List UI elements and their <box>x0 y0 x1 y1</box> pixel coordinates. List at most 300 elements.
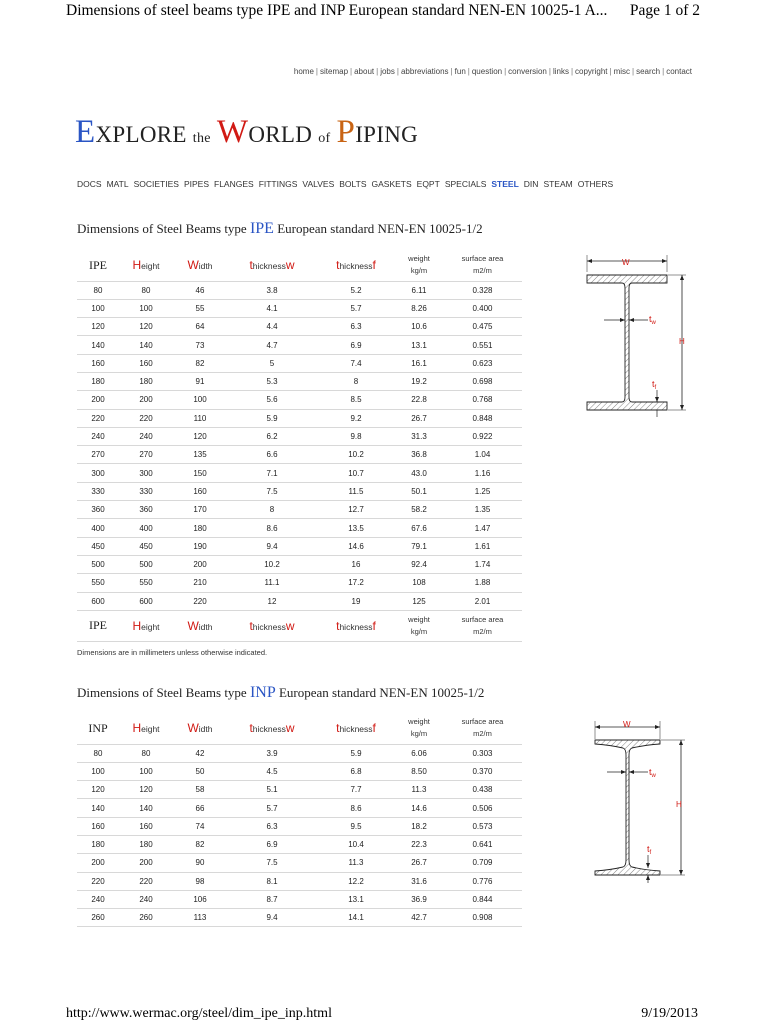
cell-surface-area: 0.400 <box>443 299 522 317</box>
cell-web-thickness: 5.7 <box>227 799 317 817</box>
cell-width: 82 <box>173 835 227 853</box>
ipe-section-title <box>77 220 483 238</box>
cell-surface-area: 0.370 <box>443 762 522 780</box>
cell-height: 200 <box>119 391 173 409</box>
cell-surface-area: 0.848 <box>443 409 522 427</box>
table-row <box>77 372 522 390</box>
cell-type: 300 <box>77 464 119 482</box>
table-row <box>77 446 522 464</box>
table-row <box>77 762 522 780</box>
table-row <box>77 574 522 592</box>
cell-height: 400 <box>119 519 173 537</box>
cell-web-thickness: 8.1 <box>227 872 317 890</box>
cell-flange-thickness: 11.5 <box>317 482 395 500</box>
cell-height: 120 <box>119 781 173 799</box>
top-nav <box>294 67 692 76</box>
cell-type: 100 <box>77 762 119 780</box>
category-link-eqpt[interactable]: EQPT <box>416 179 440 189</box>
table-row <box>77 409 522 427</box>
cell-flange-thickness: 12.2 <box>317 872 395 890</box>
cell-height: 270 <box>119 446 173 464</box>
logo-word-explore: XPLORE <box>95 122 187 147</box>
cell-flange-thickness: 5.7 <box>317 299 395 317</box>
cell-weight: 26.7 <box>395 409 443 427</box>
cell-web-thickness: 7.1 <box>227 464 317 482</box>
cell-surface-area: 0.506 <box>443 799 522 817</box>
cell-type: 180 <box>77 372 119 390</box>
cell-weight: 50.1 <box>395 482 443 500</box>
cell-flange-thickness: 9.2 <box>317 409 395 427</box>
inp-beam-diagram <box>585 715 695 885</box>
cell-height: 140 <box>119 336 173 354</box>
nav-separator: | <box>396 67 399 76</box>
category-link-steam[interactable]: STEAM <box>543 179 573 189</box>
cell-weight: 79.1 <box>395 537 443 555</box>
cell-width: 42 <box>173 744 227 762</box>
table-row <box>77 555 522 573</box>
surface-area-header: surface area m2/m <box>443 713 522 744</box>
inp-title-type: INP <box>249 684 276 701</box>
cell-type: 160 <box>77 354 119 372</box>
table-row <box>77 781 522 799</box>
web-thickness-header: thicknessw <box>227 610 317 641</box>
inp-title-prefix: Dimensions of Steel Beams type <box>77 685 247 700</box>
top-nav-link-about[interactable]: about <box>354 67 375 76</box>
cell-type: 220 <box>77 409 119 427</box>
cell-web-thickness: 3.9 <box>227 744 317 762</box>
nav-separator: | <box>450 67 453 76</box>
cell-flange-thickness: 8.5 <box>317 391 395 409</box>
top-nav-link-links[interactable]: links <box>552 67 569 76</box>
table-row <box>77 336 522 354</box>
site-logo[interactable] <box>75 114 418 151</box>
cell-width: 135 <box>173 446 227 464</box>
print-date: 9/19/2013 <box>641 1006 698 1021</box>
print-title: Dimensions of steel beams type IPE and INP European standard NEN-EN 10025-1 A... <box>66 2 608 19</box>
cell-type: 330 <box>77 482 119 500</box>
cell-surface-area: 0.776 <box>443 872 522 890</box>
cell-surface-area: 1.88 <box>443 574 522 592</box>
width-header: Width <box>173 250 227 281</box>
cell-weight: 14.6 <box>395 799 443 817</box>
cell-type: 160 <box>77 817 119 835</box>
top-nav-link-fun[interactable]: fun <box>454 67 466 76</box>
cell-flange-thickness: 5.9 <box>317 744 395 762</box>
width-label: W <box>623 720 631 729</box>
cell-width: 113 <box>173 909 227 927</box>
top-nav-link-home[interactable]: home <box>293 67 314 76</box>
cell-type: 140 <box>77 336 119 354</box>
table-row <box>77 854 522 872</box>
cell-web-thickness: 5.6 <box>227 391 317 409</box>
cell-web-thickness: 5.3 <box>227 372 317 390</box>
cell-height: 500 <box>119 555 173 573</box>
category-link-flanges[interactable]: FLANGES <box>214 179 254 189</box>
cell-weight: 6.06 <box>395 744 443 762</box>
cell-flange-thickness: 7.4 <box>317 354 395 372</box>
cell-height: 300 <box>119 464 173 482</box>
inp-section-title <box>77 684 484 702</box>
cell-type: 240 <box>77 427 119 445</box>
logo-word-the: the <box>192 131 211 146</box>
top-nav-link-search[interactable]: search <box>636 67 661 76</box>
logo-letter-e: E <box>75 114 96 150</box>
cell-type: 80 <box>77 281 119 299</box>
inp-title-suffix: European standard NEN-EN 10025-1/2 <box>278 685 485 700</box>
cell-width: 46 <box>173 281 227 299</box>
cell-width: 210 <box>173 574 227 592</box>
cell-width: 91 <box>173 372 227 390</box>
table-row <box>77 744 522 762</box>
ipe-header-row-bottom <box>77 610 522 641</box>
nav-separator: | <box>350 67 353 76</box>
table-row <box>77 909 522 927</box>
cell-web-thickness: 5 <box>227 354 317 372</box>
cell-type: 550 <box>77 574 119 592</box>
cell-type: 450 <box>77 537 119 555</box>
cell-type: 200 <box>77 391 119 409</box>
cell-weight: 43.0 <box>395 464 443 482</box>
flange-thickness-header: thicknessf <box>317 250 395 281</box>
height-header: Height <box>119 713 173 744</box>
cell-width: 73 <box>173 336 227 354</box>
top-nav-link-contact[interactable]: contact <box>666 67 692 76</box>
cell-flange-thickness: 12.7 <box>317 501 395 519</box>
width-label: W <box>622 258 630 267</box>
cell-surface-area: 0.438 <box>443 781 522 799</box>
table-row <box>77 318 522 336</box>
height-header: Height <box>119 250 173 281</box>
width-header: Width <box>173 713 227 744</box>
table-row <box>77 482 522 500</box>
cell-flange-thickness: 10.7 <box>317 464 395 482</box>
cell-surface-area: 0.623 <box>443 354 522 372</box>
cell-weight: 8.26 <box>395 299 443 317</box>
cell-web-thickness: 6.6 <box>227 446 317 464</box>
table-row <box>77 501 522 519</box>
cell-weight: 125 <box>395 592 443 610</box>
cell-weight: 22.8 <box>395 391 443 409</box>
category-link-gaskets[interactable]: GASKETS <box>371 179 412 189</box>
cell-web-thickness: 4.7 <box>227 336 317 354</box>
category-link-matl[interactable]: MATL <box>106 179 129 189</box>
cell-height: 600 <box>119 592 173 610</box>
cell-surface-area: 0.328 <box>443 281 522 299</box>
top-nav-link-copyright[interactable]: copyright <box>575 67 608 76</box>
cell-width: 82 <box>173 354 227 372</box>
weight-header: weight kg/m <box>395 713 443 744</box>
page-number: Page 1 of 2 <box>629 2 700 19</box>
cell-flange-thickness: 5.2 <box>317 281 395 299</box>
cell-width: 74 <box>173 817 227 835</box>
height-header: Height <box>119 610 173 641</box>
cell-height: 100 <box>119 762 173 780</box>
cell-flange-thickness: 10.2 <box>317 446 395 464</box>
cell-web-thickness: 7.5 <box>227 482 317 500</box>
cell-surface-area: 0.698 <box>443 372 522 390</box>
cell-surface-area: 1.04 <box>443 446 522 464</box>
nav-separator: | <box>504 67 507 76</box>
cell-height: 180 <box>119 372 173 390</box>
cell-flange-thickness: 16 <box>317 555 395 573</box>
cell-weight: 31.3 <box>395 427 443 445</box>
ipe-dimensions-table <box>77 250 522 642</box>
table-row <box>77 592 522 610</box>
ipe-title-type: IPE <box>249 220 274 237</box>
cell-width: 50 <box>173 762 227 780</box>
cell-surface-area: 1.35 <box>443 501 522 519</box>
cell-height: 180 <box>119 835 173 853</box>
logo-letter-w: W <box>216 114 249 150</box>
top-nav-link-conversion[interactable]: conversion <box>508 67 547 76</box>
top-nav-link-misc[interactable]: misc <box>613 67 631 76</box>
logo-word-of: of <box>318 131 331 146</box>
cell-web-thickness: 11.1 <box>227 574 317 592</box>
cell-type: 120 <box>77 781 119 799</box>
cell-flange-thickness: 8.6 <box>317 799 395 817</box>
cell-type: 360 <box>77 501 119 519</box>
cell-type: 600 <box>77 592 119 610</box>
category-link-bolts[interactable]: BOLTS <box>339 179 367 189</box>
cell-flange-thickness: 13.1 <box>317 890 395 908</box>
type-header: IPE <box>77 250 119 281</box>
cell-flange-thickness: 11.3 <box>317 854 395 872</box>
cell-width: 160 <box>173 482 227 500</box>
web-thickness-label: $t_w$ <box>649 314 656 326</box>
cell-web-thickness: 12 <box>227 592 317 610</box>
inp-header-row-top <box>77 713 522 744</box>
cell-flange-thickness: 6.8 <box>317 762 395 780</box>
ipe-title-prefix: Dimensions of Steel Beams type <box>77 221 247 236</box>
cell-web-thickness: 4.5 <box>227 762 317 780</box>
cell-width: 64 <box>173 318 227 336</box>
height-label: H <box>676 800 682 809</box>
table-row <box>77 464 522 482</box>
logo-letter-p: P <box>336 114 356 150</box>
cell-type: 270 <box>77 446 119 464</box>
cell-web-thickness: 8.6 <box>227 519 317 537</box>
height-label: H <box>679 337 685 346</box>
cell-weight: 22.3 <box>395 835 443 853</box>
cell-flange-thickness: 13.5 <box>317 519 395 537</box>
cell-weight: 108 <box>395 574 443 592</box>
table-row <box>77 817 522 835</box>
nav-separator: | <box>467 67 470 76</box>
table-row <box>77 281 522 299</box>
top-nav-link-question[interactable]: question <box>471 67 503 76</box>
cell-surface-area: 1.74 <box>443 555 522 573</box>
cell-type: 500 <box>77 555 119 573</box>
cell-width: 220 <box>173 592 227 610</box>
cell-flange-thickness: 17.2 <box>317 574 395 592</box>
cell-flange-thickness: 14.1 <box>317 909 395 927</box>
logo-word-world: ORLD <box>248 122 313 147</box>
cell-surface-area: 1.25 <box>443 482 522 500</box>
category-link-valves[interactable]: VALVES <box>302 179 335 189</box>
cell-flange-thickness: 6.9 <box>317 336 395 354</box>
cell-type: 180 <box>77 835 119 853</box>
cell-width: 98 <box>173 872 227 890</box>
type-header: INP <box>77 713 119 744</box>
flange-thickness-header: thicknessf <box>317 610 395 641</box>
cell-flange-thickness: 19 <box>317 592 395 610</box>
cell-weight: 58.2 <box>395 501 443 519</box>
cell-flange-thickness: 9.5 <box>317 817 395 835</box>
cell-surface-area: 0.844 <box>443 890 522 908</box>
cell-web-thickness: 3.8 <box>227 281 317 299</box>
table-row <box>77 299 522 317</box>
nav-separator: | <box>548 67 551 76</box>
web-thickness-header: thicknessw <box>227 250 317 281</box>
table-row <box>77 890 522 908</box>
cell-weight: 67.6 <box>395 519 443 537</box>
cell-height: 240 <box>119 427 173 445</box>
inp-dimensions-table <box>77 713 522 927</box>
cell-surface-area: 0.768 <box>443 391 522 409</box>
cell-height: 160 <box>119 817 173 835</box>
ipe-title-suffix: European standard NEN-EN 10025-1/2 <box>277 221 483 236</box>
nav-separator: | <box>570 67 574 76</box>
nav-separator: | <box>315 67 318 76</box>
cell-surface-area: 1.16 <box>443 464 522 482</box>
cell-type: 140 <box>77 799 119 817</box>
table-row <box>77 519 522 537</box>
table-row <box>77 354 522 372</box>
cell-web-thickness: 5.1 <box>227 781 317 799</box>
cell-surface-area: 0.551 <box>443 336 522 354</box>
cell-height: 550 <box>119 574 173 592</box>
units-note: Dimensions are in millimeters unless otherwise indicated. <box>77 648 268 657</box>
nav-separator: | <box>632 67 635 76</box>
cell-height: 220 <box>119 409 173 427</box>
cell-height: 330 <box>119 482 173 500</box>
cell-web-thickness: 9.4 <box>227 537 317 555</box>
table-row <box>77 872 522 890</box>
cell-web-thickness: 8 <box>227 501 317 519</box>
cell-surface-area: 0.709 <box>443 854 522 872</box>
cell-height: 240 <box>119 890 173 908</box>
type-header: IPE <box>77 610 119 641</box>
cell-height: 120 <box>119 318 173 336</box>
cell-weight: 26.7 <box>395 854 443 872</box>
cell-flange-thickness: 9.8 <box>317 427 395 445</box>
cell-type: 80 <box>77 744 119 762</box>
cell-width: 110 <box>173 409 227 427</box>
top-nav-link-abbreviations[interactable]: abbreviations <box>400 67 449 76</box>
cell-width: 190 <box>173 537 227 555</box>
cell-web-thickness: 10.2 <box>227 555 317 573</box>
cell-height: 450 <box>119 537 173 555</box>
cell-width: 55 <box>173 299 227 317</box>
nav-separator: | <box>609 67 612 76</box>
cell-surface-area: 0.908 <box>443 909 522 927</box>
cell-flange-thickness: 6.3 <box>317 318 395 336</box>
cell-surface-area: 0.475 <box>443 318 522 336</box>
cell-width: 90 <box>173 854 227 872</box>
cell-width: 120 <box>173 427 227 445</box>
table-row <box>77 799 522 817</box>
weight-header: weight kg/m <box>395 610 443 641</box>
cell-web-thickness: 5.9 <box>227 409 317 427</box>
cell-type: 100 <box>77 299 119 317</box>
cell-weight: 16.1 <box>395 354 443 372</box>
cell-height: 260 <box>119 909 173 927</box>
cell-width: 100 <box>173 391 227 409</box>
cell-width: 58 <box>173 781 227 799</box>
ipe-beam-diagram <box>582 252 692 417</box>
cell-type: 220 <box>77 872 119 890</box>
cell-type: 400 <box>77 519 119 537</box>
category-link-specials[interactable]: SPECIALS <box>444 179 487 189</box>
cell-width: 180 <box>173 519 227 537</box>
cell-surface-area: 1.47 <box>443 519 522 537</box>
category-link-docs[interactable]: DOCS <box>77 179 102 189</box>
cell-web-thickness: 7.5 <box>227 854 317 872</box>
surface-area-header: surface area m2/m <box>443 610 522 641</box>
cell-width: 170 <box>173 501 227 519</box>
cell-web-thickness: 9.4 <box>227 909 317 927</box>
cell-surface-area: 0.641 <box>443 835 522 853</box>
category-link-steel[interactable]: STEEL <box>491 179 519 189</box>
flange-thickness-label: $t_f$ <box>652 379 657 391</box>
cell-weight: 11.3 <box>395 781 443 799</box>
cell-type: 120 <box>77 318 119 336</box>
cell-web-thickness: 4.4 <box>227 318 317 336</box>
category-link-societies[interactable]: SOCIETIES <box>133 179 179 189</box>
category-link-pipes[interactable]: PIPES <box>183 179 209 189</box>
cell-height: 80 <box>119 744 173 762</box>
category-link-others[interactable]: OTHERS <box>577 179 614 189</box>
cell-surface-area: 0.922 <box>443 427 522 445</box>
cell-flange-thickness: 8 <box>317 372 395 390</box>
top-nav-link-jobs[interactable]: jobs <box>380 67 395 76</box>
web-thickness-header: thicknessw <box>227 713 317 744</box>
nav-separator: | <box>376 67 379 76</box>
cell-web-thickness: 6.2 <box>227 427 317 445</box>
ipe-header-row-top <box>77 250 522 281</box>
cell-type: 240 <box>77 890 119 908</box>
cell-width: 106 <box>173 890 227 908</box>
flange-thickness-label: $t_f$ <box>647 844 652 856</box>
cell-weight: 92.4 <box>395 555 443 573</box>
nav-separator: | <box>662 67 665 76</box>
flange-thickness-header: thicknessf <box>317 713 395 744</box>
cell-width: 200 <box>173 555 227 573</box>
table-row <box>77 427 522 445</box>
cell-height: 200 <box>119 854 173 872</box>
cell-height: 360 <box>119 501 173 519</box>
print-header <box>0 0 768 24</box>
cell-height: 80 <box>119 281 173 299</box>
cell-weight: 13.1 <box>395 336 443 354</box>
category-link-din[interactable]: DIN <box>523 179 539 189</box>
web-thickness-label: $t_w$ <box>649 767 656 779</box>
cell-type: 260 <box>77 909 119 927</box>
category-link-fittings[interactable]: FITTINGS <box>258 179 298 189</box>
cell-height: 100 <box>119 299 173 317</box>
top-nav-link-sitemap[interactable]: sitemap <box>320 67 349 76</box>
logo-word-piping: IPING <box>355 122 419 147</box>
cell-height: 140 <box>119 799 173 817</box>
table-row <box>77 835 522 853</box>
cell-type: 200 <box>77 854 119 872</box>
cell-width: 66 <box>173 799 227 817</box>
cell-web-thickness: 8.7 <box>227 890 317 908</box>
cell-width: 150 <box>173 464 227 482</box>
cell-flange-thickness: 7.7 <box>317 781 395 799</box>
table-row <box>77 391 522 409</box>
cell-surface-area: 2.01 <box>443 592 522 610</box>
